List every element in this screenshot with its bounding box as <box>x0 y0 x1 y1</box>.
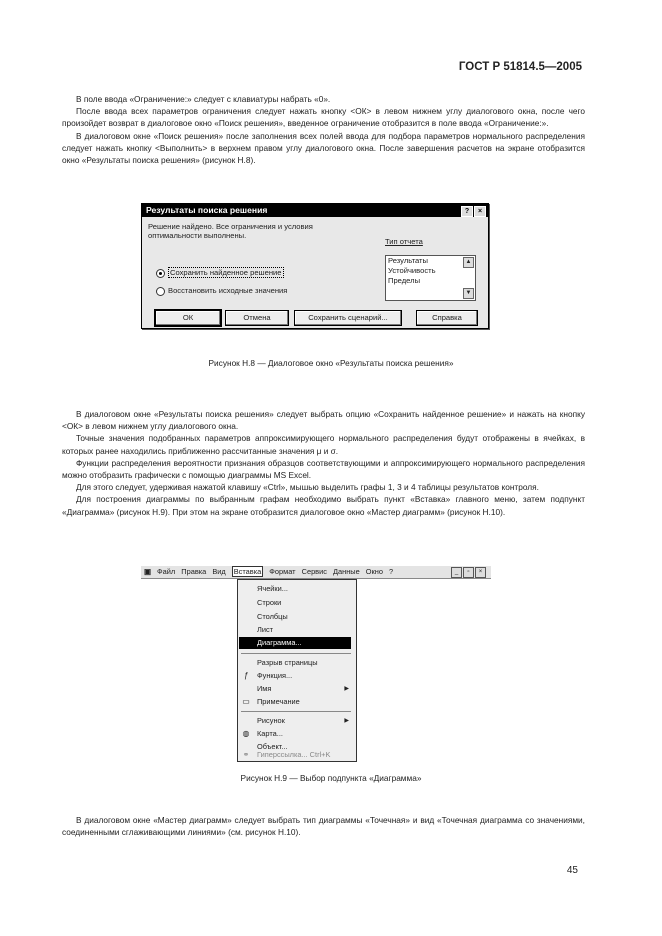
scroll-up-icon[interactable]: ▲ <box>463 257 474 268</box>
message-line: Решение найдено. Все ограничения и условия <box>148 222 313 231</box>
ok-button[interactable]: ОК <box>154 309 222 327</box>
menu-item-columns[interactable]: Столбцы <box>257 612 288 621</box>
page-number: 45 <box>566 865 578 876</box>
menu-tools[interactable]: Сервис <box>301 567 327 576</box>
paragraph-block-1 <box>62 93 585 166</box>
report-type-list[interactable] <box>385 255 476 301</box>
excel-doc-icon: ▣ <box>144 567 151 576</box>
menu-format[interactable]: Формат <box>269 567 296 576</box>
menu-edit[interactable]: Правка <box>181 567 207 576</box>
menu-item-chart[interactable]: Диаграмма... <box>239 637 351 649</box>
minimize-icon[interactable]: _ <box>451 567 462 578</box>
map-icon: ◍ <box>242 729 250 738</box>
radio-selected-icon <box>156 269 165 278</box>
paragraph-block-3 <box>62 814 585 838</box>
menu-window[interactable]: Окно <box>365 567 383 576</box>
menu-item-cells[interactable]: Ячейки... <box>257 584 288 593</box>
menu-separator <box>241 711 351 712</box>
menu-help[interactable]: ? <box>389 567 394 576</box>
menu-insert[interactable]: Вставка <box>233 567 262 576</box>
paragraph-block-2 <box>62 408 585 518</box>
menu-item-rows[interactable]: Строки <box>257 598 282 607</box>
cancel-button[interactable]: Отмена <box>225 310 289 326</box>
list-item[interactable]: Устойчивость <box>388 266 436 275</box>
menu-separator <box>241 653 351 654</box>
list-item[interactable]: Пределы <box>388 276 421 285</box>
insert-dropdown-menu <box>237 579 357 762</box>
figure-caption: Рисунок Н.9 — Выбор подпункта «Диаграмма» <box>240 773 422 783</box>
hyperlink-icon: ⚭ <box>242 750 250 759</box>
help-icon[interactable]: ? <box>461 206 473 217</box>
scroll-down-icon[interactable]: ▼ <box>463 288 474 299</box>
results-dialog <box>141 203 489 329</box>
paragraph: Для этого следует, удерживая нажатой клавишу «Ctrl», мышью выделить графы 1, 3 и 4 таблицы результатов контроля. <box>76 482 539 493</box>
close-icon[interactable]: × <box>475 567 486 578</box>
figure-caption: Рисунок Н.8 — Диалоговое окно «Результаты поиска решения» <box>208 358 454 368</box>
paragraph: Точные значения подобранных параметров аппроксимирующего нормального распределения будут отображены в ячейках, в которых ранее находились приближенно рассчитанные значения μ и σ. <box>62 433 585 456</box>
menu-item-map[interactable]: Карта... <box>257 729 283 738</box>
help-button[interactable]: Справка <box>416 310 478 326</box>
function-icon: ƒ <box>243 671 249 680</box>
save-scenario-button[interactable]: Сохранить сценарий... <box>294 310 402 326</box>
document-code: ГОСТ Р 51814.5—2005 <box>458 61 582 73</box>
comment-icon: ▭ <box>242 697 250 706</box>
paragraph: После ввода всех параметров ограничения следует нажать кнопку <ОК> в левом нижнем углу диалогового окна, после чего произойдет возврат в диалоговое окно «Поиск решения», введенное ограничение отобразится в поле ввода «Ограничение:». <box>62 106 585 129</box>
menu-item-page-break[interactable]: Разрыв страницы <box>257 658 318 667</box>
paragraph: В диалоговом окне «Результаты поиска решения» следует выбрать опцию «Сохранить найденное решение» и нажать на кнопку <ОК> в левом нижнем углу диалогового окна. <box>62 409 585 432</box>
paragraph: В диалоговом окне «Поиск решения» после заполнения всех полей ввода для подбора параметров нормального распределения следует нажать кнопку <Выполнить> в верхнем правом углу диалогового окна. После завершения расчетов на экране отобразится окно «Результаты поиска решения» (рисунок Н.8). <box>62 130 585 166</box>
list-item[interactable]: Результаты <box>388 256 428 265</box>
menu-item-label: Имя <box>257 684 272 693</box>
close-icon[interactable]: × <box>474 206 486 217</box>
menu-view[interactable]: Вид <box>212 567 226 576</box>
menu-item-hyperlink[interactable]: Гиперссылка... Ctrl+K <box>257 750 331 759</box>
menu-item-picture[interactable] <box>257 715 353 727</box>
radio-save-solution[interactable] <box>156 268 284 278</box>
radio-label: Восстановить исходные значения <box>168 286 288 295</box>
restore-icon[interactable]: ▫ <box>463 567 474 578</box>
dialog-title-bar <box>142 204 488 217</box>
menu-data[interactable]: Данные <box>333 567 360 576</box>
paragraph: В поле ввода «Ограничение:» следует с клавиатуры набрать «0». <box>76 94 331 104</box>
paragraph: Для построения диаграммы по выбранным графам необходимо выбрать пункт «Вставка» главного меню, затем подпункт «Диаграмма» (рисунок Н.9). При этом на экране отобразится диалоговое окно «Мастер диаграмм» (рисунок Н.10). <box>62 494 585 517</box>
dialog-message <box>148 222 313 240</box>
menu-item-sheet[interactable]: Лист <box>257 625 274 634</box>
dialog-title: Результаты поиска решения <box>146 205 268 215</box>
menu-item-name[interactable] <box>257 683 353 695</box>
paragraph: В диалоговом окне «Мастер диаграмм» следует выбрать тип диаграммы «Точечная» и вид «Точечная диаграмма со значениями, соединенными сглаживающими линиями» (см. рисунок Н.10). <box>62 815 585 838</box>
menu-item-object[interactable]: Объект... <box>257 742 288 751</box>
message-line: оптимальности выполнены. <box>148 231 247 240</box>
menu-file[interactable]: Файл <box>157 567 176 576</box>
paragraph: Функции распределения вероятности признания образцов соответствующими и аппроксимирующего нормального распределения можно отобразить графически с помощью диаграммы MS Excel. <box>62 457 585 481</box>
menu-item-label: Рисунок <box>257 716 285 725</box>
submenu-arrow-icon: ▶ <box>344 718 349 724</box>
radio-unselected-icon <box>156 287 165 296</box>
submenu-arrow-icon: ▶ <box>344 686 349 692</box>
radio-label: Сохранить найденное решение <box>170 268 282 277</box>
menu-item-function[interactable]: Функция... <box>257 671 293 680</box>
report-type-label: Тип отчета <box>385 237 423 246</box>
menu-item-comment[interactable]: Примечание <box>257 697 300 706</box>
radio-restore-values[interactable] <box>156 286 287 296</box>
excel-menu-bar <box>141 566 491 579</box>
